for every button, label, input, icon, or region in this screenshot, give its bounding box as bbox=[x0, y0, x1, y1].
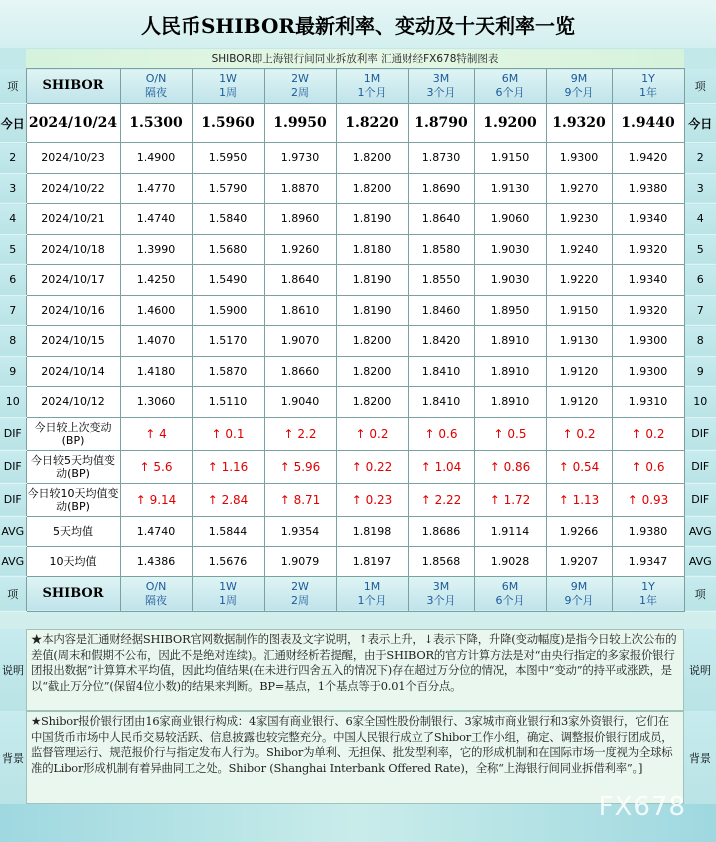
rate-cell: 1.9354 bbox=[264, 516, 336, 546]
row-side-label: 10 bbox=[0, 387, 26, 418]
row-label: 2024/10/17 bbox=[26, 265, 120, 296]
rate-cell: 1.9240 bbox=[546, 234, 612, 265]
tenor-name: 6个月 bbox=[495, 593, 525, 607]
rate-cell: 1.9030 bbox=[474, 265, 546, 296]
rate-cell: ↑ 2.84 bbox=[192, 483, 264, 516]
rate-cell: 1.9114 bbox=[474, 516, 546, 546]
rate-cell: 1.8910 bbox=[474, 356, 546, 387]
rate-cell: 1.9060 bbox=[474, 204, 546, 235]
note-text: ★Shibor报价银行团由16家商业银行构成：4家国有商业银行、6家全国性股份制银行、3家城市商业银行和3家外资银行，它们在中国货币市场中人民币交易较活跃、信息披露也较完整充分。中国人民银行成立了Shibor工作小组，确定、调整报价银行团成员，监督管理运行、规范报价行与指定发布人行为。Shibor为单利、无担保、批发型利率，它的形成机制和在国际市场一度视为全球标准的Libor形成机制有着异曲同工之处。Shibor (Shanghai Interbank Offered Rate)，全称“上海银行间同业拆借利率”。] bbox=[26, 711, 684, 804]
tenor-name: 2周 bbox=[291, 86, 309, 99]
tenor-code: 2W bbox=[291, 579, 309, 593]
shibor-table bbox=[0, 68, 716, 612]
row-side-label-right: 9 bbox=[684, 356, 716, 387]
note-side-label: 背景 bbox=[0, 711, 26, 804]
rate-cell: 1.9730 bbox=[264, 143, 336, 174]
history-row bbox=[0, 173, 716, 204]
diff-row bbox=[0, 417, 716, 450]
shibor-label: SHIBOR bbox=[26, 69, 120, 104]
rate-cell: 1.9420 bbox=[612, 143, 684, 174]
tenor-name: 隔夜 bbox=[145, 86, 167, 99]
rate-cell: 1.4386 bbox=[120, 546, 192, 576]
rate-cell: ↑ 0.5 bbox=[474, 417, 546, 450]
avg-row bbox=[0, 546, 716, 576]
row-side-label: DIF bbox=[0, 483, 26, 516]
rate-cell: 1.9380 bbox=[612, 516, 684, 546]
row-side-label-right: 2 bbox=[684, 143, 716, 174]
rate-cell: 1.8610 bbox=[264, 295, 336, 326]
rate-cell: 1.8200 bbox=[336, 143, 408, 174]
rate-cell: 1.8790 bbox=[408, 104, 474, 143]
history-row bbox=[0, 265, 716, 296]
tenor-code: 1W bbox=[219, 579, 237, 593]
tenor-name: 1周 bbox=[219, 593, 237, 607]
rate-cell: ↑ 0.23 bbox=[336, 483, 408, 516]
row-side-label-right: AVG bbox=[684, 516, 716, 546]
rate-cell: 1.5960 bbox=[192, 104, 264, 143]
tenor-name: 6个月 bbox=[495, 86, 525, 99]
rate-cell: 1.8410 bbox=[408, 387, 474, 418]
rate-cell: 1.9266 bbox=[546, 516, 612, 546]
rate-cell: 1.4250 bbox=[120, 265, 192, 296]
rate-cell: ↑ 1.04 bbox=[408, 450, 474, 483]
tenor-header bbox=[612, 69, 684, 104]
tenor-name: 3个月 bbox=[426, 593, 456, 607]
tenor-header bbox=[546, 576, 612, 611]
row-side-label: 7 bbox=[0, 295, 26, 326]
tenor-header bbox=[192, 69, 264, 104]
rate-cell: 1.4740 bbox=[120, 516, 192, 546]
row-label: 2024/10/23 bbox=[26, 143, 120, 174]
row-label: 2024/10/18 bbox=[26, 234, 120, 265]
rate-cell: 1.5110 bbox=[192, 387, 264, 418]
side-label-right: 项 bbox=[684, 69, 716, 104]
rate-cell: 1.5170 bbox=[192, 326, 264, 357]
tenor-header bbox=[474, 69, 546, 104]
row-side-label: AVG bbox=[0, 546, 26, 576]
rate-cell: ↑ 0.93 bbox=[612, 483, 684, 516]
tenor-code: 1M bbox=[363, 579, 381, 593]
diff-row bbox=[0, 483, 716, 516]
tenor-code: 3M bbox=[432, 72, 450, 85]
rate-cell: ↑ 1.72 bbox=[474, 483, 546, 516]
tenor-header bbox=[264, 576, 336, 611]
rate-cell: 1.8640 bbox=[408, 204, 474, 235]
row-side-label: 2 bbox=[0, 143, 26, 174]
rate-cell: ↑ 0.2 bbox=[336, 417, 408, 450]
note-side-label-right: 说明 bbox=[684, 629, 716, 711]
row-side-label-right: 10 bbox=[684, 387, 716, 418]
history-row bbox=[0, 387, 716, 418]
row-side-label-right: DIF bbox=[684, 417, 716, 450]
rate-cell: 1.5900 bbox=[192, 295, 264, 326]
rate-cell: 1.8190 bbox=[336, 265, 408, 296]
table-footer-header bbox=[0, 576, 716, 611]
rate-cell: 1.9079 bbox=[264, 546, 336, 576]
rate-cell: 1.8686 bbox=[408, 516, 474, 546]
tenor-header bbox=[408, 576, 474, 611]
row-label: 10天均值 bbox=[26, 546, 120, 576]
rate-cell: 1.8200 bbox=[336, 356, 408, 387]
tenor-name: 1年 bbox=[639, 86, 657, 99]
rate-cell: 1.5950 bbox=[192, 143, 264, 174]
tenor-code: 9M bbox=[570, 579, 588, 593]
rate-cell: 1.8730 bbox=[408, 143, 474, 174]
tenor-header bbox=[336, 576, 408, 611]
row-side-label-right: 今日 bbox=[684, 104, 716, 143]
row-label: 2024/10/16 bbox=[26, 295, 120, 326]
rate-cell: 1.9340 bbox=[612, 265, 684, 296]
rate-cell: 1.8910 bbox=[474, 387, 546, 418]
diff-row bbox=[0, 450, 716, 483]
rate-cell: 1.9260 bbox=[264, 234, 336, 265]
note-explanation bbox=[0, 629, 716, 711]
table-header bbox=[0, 69, 716, 104]
row-label: 今日较上次变动(BP) bbox=[26, 417, 120, 450]
rate-cell: 1.9030 bbox=[474, 234, 546, 265]
rate-cell: 1.9040 bbox=[264, 387, 336, 418]
row-side-label: 3 bbox=[0, 173, 26, 204]
row-side-label: DIF bbox=[0, 450, 26, 483]
rate-cell: ↑ 0.1 bbox=[192, 417, 264, 450]
note-text: ★本内容是汇通财经据SHIBOR官网数据制作的图表及文字说明，↑表示上升，↓表示下降，升降(变动幅度)是指今日较上次公布的差值(周末和假期不公布，因此不是绝对连续)。汇通财经析若提醒，由于SHIBOR的官方计算方法是对“由央行指定的多家报价银行团报出数据”计算算术平均值，因此均值结果(在未进行四舍五入的情况下)存在超过万分位的情况，本图中“变动”的持平或涨跌，是以“截止万分位”(保留4位小数)的结果来判断。BP=基点，1个基点等于0.01个百分点。 bbox=[26, 629, 684, 711]
row-side-label: 6 bbox=[0, 265, 26, 296]
tenor-code: O/N bbox=[145, 72, 167, 85]
tenor-header bbox=[192, 576, 264, 611]
tenor-header bbox=[474, 576, 546, 611]
rate-cell: 1.3990 bbox=[120, 234, 192, 265]
rate-cell: ↑ 5.6 bbox=[120, 450, 192, 483]
rate-cell: ↑ 2.22 bbox=[408, 483, 474, 516]
row-side-label: 5 bbox=[0, 234, 26, 265]
tenor-code: O/N bbox=[145, 579, 167, 593]
tenor-name: 3个月 bbox=[426, 86, 456, 99]
rate-cell: 1.8197 bbox=[336, 546, 408, 576]
rate-cell: 1.8910 bbox=[474, 326, 546, 357]
rate-cell: ↑ 4 bbox=[120, 417, 192, 450]
rate-cell: ↑ 9.14 bbox=[120, 483, 192, 516]
rate-cell: 1.5490 bbox=[192, 265, 264, 296]
rate-cell: 1.8580 bbox=[408, 234, 474, 265]
rate-cell: ↑ 0.2 bbox=[546, 417, 612, 450]
rate-cell: 1.8190 bbox=[336, 295, 408, 326]
side-label-right: 项 bbox=[684, 576, 716, 611]
rate-cell: 1.8200 bbox=[336, 387, 408, 418]
row-side-label: 今日 bbox=[0, 104, 26, 143]
rate-cell: ↑ 0.2 bbox=[612, 417, 684, 450]
rate-cell: 1.9130 bbox=[474, 173, 546, 204]
history-row bbox=[0, 234, 716, 265]
tenor-header bbox=[264, 69, 336, 104]
rate-cell: ↑ 0.22 bbox=[336, 450, 408, 483]
note-side-label-right: 背景 bbox=[684, 711, 716, 804]
rate-cell: ↑ 5.96 bbox=[264, 450, 336, 483]
tenor-code: 1Y bbox=[641, 72, 655, 85]
rate-cell: 1.9150 bbox=[474, 143, 546, 174]
row-side-label-right: 5 bbox=[684, 234, 716, 265]
row-side-label: 9 bbox=[0, 356, 26, 387]
rate-cell: 1.8640 bbox=[264, 265, 336, 296]
note-background bbox=[0, 711, 716, 804]
row-side-label-right: DIF bbox=[684, 483, 716, 516]
row-label: 2024/10/21 bbox=[26, 204, 120, 235]
rate-cell: 1.9300 bbox=[546, 143, 612, 174]
rate-cell: 1.8950 bbox=[474, 295, 546, 326]
rate-cell: 1.5300 bbox=[120, 104, 192, 143]
rate-cell: 1.8660 bbox=[264, 356, 336, 387]
rate-cell: 1.8200 bbox=[336, 173, 408, 204]
rate-cell: 1.8690 bbox=[408, 173, 474, 204]
history-row bbox=[0, 295, 716, 326]
row-side-label-right: 3 bbox=[684, 173, 716, 204]
rate-cell: 1.8960 bbox=[264, 204, 336, 235]
rate-cell: 1.9270 bbox=[546, 173, 612, 204]
avg-row bbox=[0, 516, 716, 546]
rate-cell: 1.9310 bbox=[612, 387, 684, 418]
tenor-name: 2周 bbox=[291, 593, 309, 607]
tenor-name: 9个月 bbox=[564, 86, 594, 99]
rate-cell: 1.4180 bbox=[120, 356, 192, 387]
rate-cell: 1.8460 bbox=[408, 295, 474, 326]
rate-cell: 1.9120 bbox=[546, 356, 612, 387]
rate-cell: 1.9300 bbox=[612, 326, 684, 357]
side-label: 项 bbox=[0, 69, 26, 104]
row-side-label-right: 6 bbox=[684, 265, 716, 296]
rate-cell: 1.9200 bbox=[474, 104, 546, 143]
rate-cell: 1.4770 bbox=[120, 173, 192, 204]
row-side-label: 4 bbox=[0, 204, 26, 235]
rate-cell: 1.4600 bbox=[120, 295, 192, 326]
page-subtitle: SHIBOR即上海银行间同业拆放利率 汇通财经FX678特制图表 bbox=[26, 49, 684, 68]
rate-cell: 1.5790 bbox=[192, 173, 264, 204]
history-row bbox=[0, 204, 716, 235]
rate-cell: 1.8870 bbox=[264, 173, 336, 204]
row-label: 2024/10/22 bbox=[26, 173, 120, 204]
rate-cell: 1.8550 bbox=[408, 265, 474, 296]
row-side-label-right: DIF bbox=[684, 450, 716, 483]
row-label: 2024/10/12 bbox=[26, 387, 120, 418]
tenor-code: 3M bbox=[432, 579, 450, 593]
row-side-label-right: 8 bbox=[684, 326, 716, 357]
tenor-code: 6M bbox=[501, 579, 519, 593]
tenor-name: 1周 bbox=[219, 86, 237, 99]
history-row bbox=[0, 143, 716, 174]
tenor-header bbox=[408, 69, 474, 104]
rate-cell: 1.4900 bbox=[120, 143, 192, 174]
row-side-label-right: AVG bbox=[684, 546, 716, 576]
rate-cell: 1.9440 bbox=[612, 104, 684, 143]
tenor-name: 1个月 bbox=[357, 86, 387, 99]
tenor-name: 1年 bbox=[639, 593, 657, 607]
tenor-header bbox=[336, 69, 408, 104]
row-label: 2024/10/14 bbox=[26, 356, 120, 387]
tenor-header bbox=[612, 576, 684, 611]
rate-cell: 1.8568 bbox=[408, 546, 474, 576]
rate-cell: 1.9028 bbox=[474, 546, 546, 576]
tenor-name: 9个月 bbox=[564, 593, 594, 607]
shibor-label: SHIBOR bbox=[26, 576, 120, 611]
rate-cell: 1.8410 bbox=[408, 356, 474, 387]
page-title: 人民币SHIBOR最新利率、变动及十天利率一览 bbox=[0, 0, 716, 48]
rate-cell: 1.9347 bbox=[612, 546, 684, 576]
rate-cell: 1.4740 bbox=[120, 204, 192, 235]
rate-cell: 1.5840 bbox=[192, 204, 264, 235]
rate-cell: 1.5680 bbox=[192, 234, 264, 265]
rate-cell: 1.9230 bbox=[546, 204, 612, 235]
rate-cell: 1.9120 bbox=[546, 387, 612, 418]
rate-cell: 1.5676 bbox=[192, 546, 264, 576]
rate-cell: ↑ 2.2 bbox=[264, 417, 336, 450]
tenor-header bbox=[546, 69, 612, 104]
history-row bbox=[0, 356, 716, 387]
rate-cell: ↑ 1.13 bbox=[546, 483, 612, 516]
rate-cell: 1.5870 bbox=[192, 356, 264, 387]
rate-cell: 1.9340 bbox=[612, 204, 684, 235]
rate-cell: ↑ 1.16 bbox=[192, 450, 264, 483]
rate-cell: 1.9380 bbox=[612, 173, 684, 204]
tenor-header bbox=[120, 69, 192, 104]
rate-cell: 1.8420 bbox=[408, 326, 474, 357]
rate-cell: 1.9320 bbox=[612, 295, 684, 326]
row-label: 今日较10天均值变动(BP) bbox=[26, 483, 120, 516]
row-side-label-right: 4 bbox=[684, 204, 716, 235]
rate-cell: 1.3060 bbox=[120, 387, 192, 418]
tenor-name: 隔夜 bbox=[145, 593, 167, 607]
tenor-name: 1个月 bbox=[357, 593, 387, 607]
tenor-header bbox=[120, 576, 192, 611]
row-label: 2024/10/15 bbox=[26, 326, 120, 357]
row-label: 5天均值 bbox=[26, 516, 120, 546]
rate-cell: 1.9320 bbox=[612, 234, 684, 265]
rate-cell: 1.8200 bbox=[336, 326, 408, 357]
tenor-code: 9M bbox=[570, 72, 588, 85]
history-row bbox=[0, 326, 716, 357]
rate-cell: 1.9950 bbox=[264, 104, 336, 143]
row-label: 今日较5天均值变动(BP) bbox=[26, 450, 120, 483]
row-side-label: AVG bbox=[0, 516, 26, 546]
rate-cell: 1.8198 bbox=[336, 516, 408, 546]
rate-cell: 1.9207 bbox=[546, 546, 612, 576]
note-side-label: 说明 bbox=[0, 629, 26, 711]
rate-cell: 1.9150 bbox=[546, 295, 612, 326]
row-label: 2024/10/24 bbox=[26, 104, 120, 143]
row-side-label-right: 7 bbox=[684, 295, 716, 326]
tenor-code: 1Y bbox=[641, 579, 655, 593]
rate-cell: 1.4070 bbox=[120, 326, 192, 357]
watermark-logo: FX678 bbox=[598, 792, 686, 822]
rate-cell: 1.8190 bbox=[336, 204, 408, 235]
row-side-label: 8 bbox=[0, 326, 26, 357]
tenor-code: 1M bbox=[363, 72, 381, 85]
today-row bbox=[0, 104, 716, 143]
rate-cell: ↑ 0.6 bbox=[612, 450, 684, 483]
rate-cell: ↑ 0.86 bbox=[474, 450, 546, 483]
rate-cell: 1.9130 bbox=[546, 326, 612, 357]
rate-cell: ↑ 8.71 bbox=[264, 483, 336, 516]
rate-cell: 1.9300 bbox=[612, 356, 684, 387]
row-side-label: DIF bbox=[0, 417, 26, 450]
rate-cell: 1.5844 bbox=[192, 516, 264, 546]
side-label: 项 bbox=[0, 576, 26, 611]
tenor-code: 1W bbox=[219, 72, 237, 85]
tenor-code: 6M bbox=[501, 72, 519, 85]
tenor-code: 2W bbox=[291, 72, 309, 85]
rate-cell: 1.9220 bbox=[546, 265, 612, 296]
rate-cell: ↑ 0.6 bbox=[408, 417, 474, 450]
rate-cell: 1.8180 bbox=[336, 234, 408, 265]
rate-cell: ↑ 0.54 bbox=[546, 450, 612, 483]
rate-cell: 1.9320 bbox=[546, 104, 612, 143]
rate-cell: 1.9070 bbox=[264, 326, 336, 357]
rate-cell: 1.8220 bbox=[336, 104, 408, 143]
